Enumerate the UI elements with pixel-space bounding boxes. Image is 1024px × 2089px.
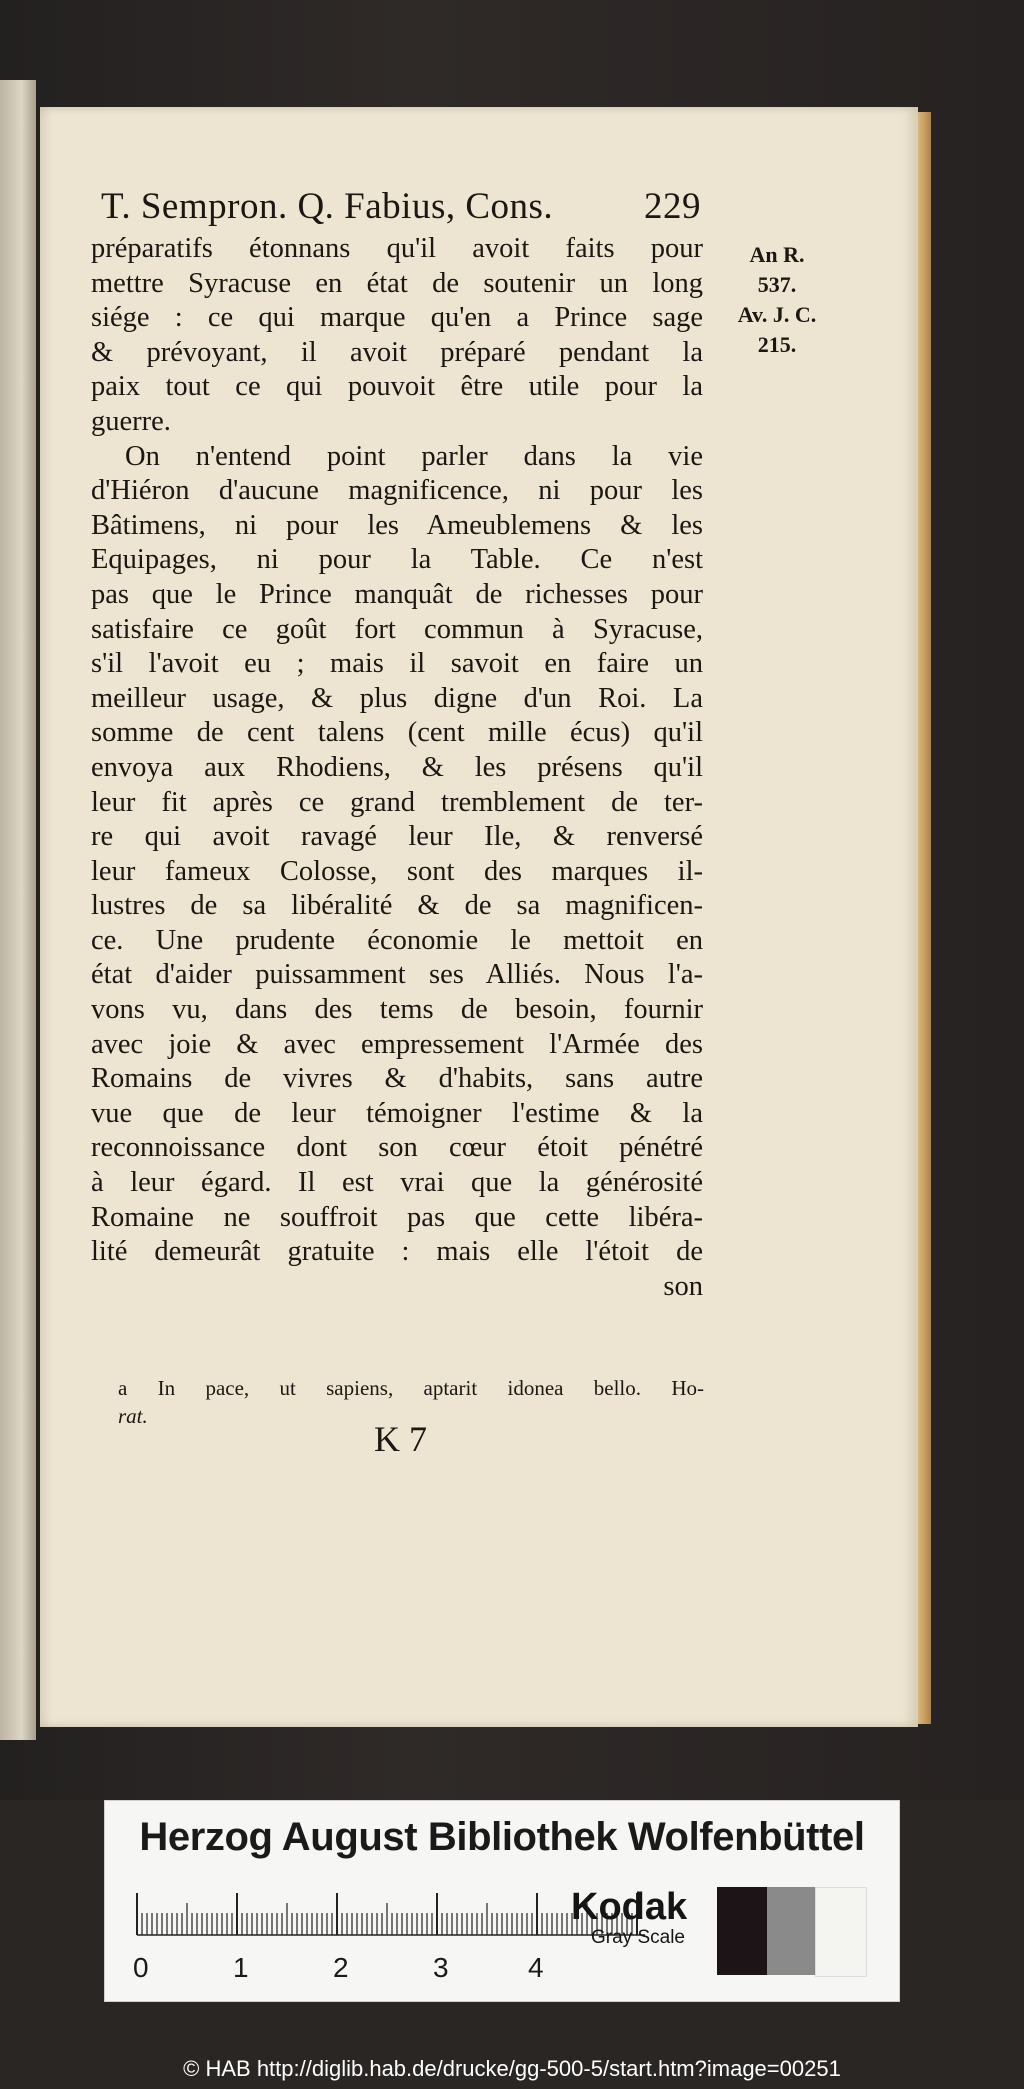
catchword: son xyxy=(663,1270,703,1302)
text-line: envoya aux Rhodiens, & les présens qu'il xyxy=(91,751,703,783)
ruler-number: 0 xyxy=(133,1952,149,1983)
text-line: re qui avoit ravagé leur Ile, & renversé xyxy=(91,821,703,853)
text-line: reconnoissance dont son cœur étoit pénétré xyxy=(91,1132,703,1164)
color-calibration-card xyxy=(104,1800,900,2002)
text-line: ce. Une prudente économie le mettoit en xyxy=(91,924,703,956)
gray-swatch-light xyxy=(815,1887,867,1977)
gray-swatch-dark xyxy=(717,1887,767,1975)
text-line: d'Hiéron d'aucune magnificence, ni pour les xyxy=(91,475,703,507)
text-line: à leur égard. Il est vrai que la générosité xyxy=(91,1167,703,1199)
kodak-label xyxy=(571,1887,721,1949)
text-line: s'il l'avoit eu ; mais il savoit en faire un xyxy=(91,648,703,680)
page-number: 229 xyxy=(644,186,701,227)
library-name: Herzog August Bibliothek Wolfenbüttel xyxy=(139,1815,865,1859)
text-line: préparatifs étonnans qu'il avoit faits pour xyxy=(91,233,703,264)
footnote-line: rat. xyxy=(118,1404,148,1428)
ruler-number: 4 xyxy=(528,1952,544,1983)
text-line: Equipages, ni pour la Table. Ce n'est xyxy=(91,544,703,576)
text-line: guerre. xyxy=(91,405,171,437)
running-header xyxy=(101,185,701,235)
footnote-line: a In pace, ut sapiens, aptarit idonea bello. Ho- xyxy=(118,1376,704,1400)
text-line: & prévoyant, il avoit préparé pendant la xyxy=(91,336,703,368)
text-line: lité demeurât gratuite : mais elle l'étoit de xyxy=(91,1236,703,1268)
text-line: satisfaire ce goût fort commun à Syracuse, xyxy=(91,613,703,645)
text-line: pas que le Prince manquât de richesses pour xyxy=(91,578,703,610)
kodak-subtitle: Gray Scale xyxy=(591,1927,685,1948)
margin-note-line: 537. xyxy=(757,272,797,297)
running-title: T. Sempron. Q. Fabius, Cons. xyxy=(101,186,554,227)
margin-note-line: Av. J. C. xyxy=(737,302,817,327)
margin-note xyxy=(722,240,832,360)
text-line: siége : ce qui marque qu'en a Prince sage xyxy=(91,302,703,334)
text-line: somme de cent talens (cent mille écus) qu'il xyxy=(91,717,703,749)
ruler-number: 2 xyxy=(333,1952,349,1983)
text-line: lustres de sa libéralité & de sa magnificen- xyxy=(91,890,703,922)
text-line: On n'entend point parler dans la vie xyxy=(125,440,703,472)
ruler-number: 1 xyxy=(233,1952,249,1983)
facing-page-edge xyxy=(0,80,36,1740)
ruler-number: 3 xyxy=(433,1952,449,1983)
text-line: avec joie & avec empressement l'Armée des xyxy=(91,1028,703,1060)
text-line: mettre Syracuse en état de soutenir un long xyxy=(91,267,703,299)
signature-mark: K 7 xyxy=(374,1419,427,1459)
text-line: paix tout ce qui pouvoit être utile pour la xyxy=(91,371,703,403)
text-line: leur fameux Colosse, sont des marques il- xyxy=(91,855,703,887)
text-line: vons vu, dans des tems de besoin, fournir xyxy=(91,994,703,1026)
text-line: vue que de leur témoigner l'estime & la xyxy=(91,1097,703,1129)
text-line: Romaine ne souffroit pas que cette libéra- xyxy=(91,1201,703,1233)
margin-note-line: 215. xyxy=(757,332,797,357)
body-text xyxy=(91,232,703,1304)
kodak-brand: Kodak xyxy=(571,1886,688,1928)
margin-note-line: An R. xyxy=(749,242,805,267)
ruler-ticks xyxy=(137,1893,637,1935)
gray-swatch-mid xyxy=(767,1887,815,1975)
text-line: leur fit après ce grand tremblement de ter- xyxy=(91,786,703,818)
text-line: Bâtimens, ni pour les Ameublemens & les xyxy=(91,509,703,541)
image-credit: © HAB http://diglib.hab.de/drucke/gg-500-5/start.htm?image=00251 xyxy=(183,2056,841,2081)
text-line: Romains de vivres & d'habits, sans autre xyxy=(91,1063,703,1095)
text-line: état d'aider puissamment ses Alliés. Nous l'a- xyxy=(91,959,703,991)
text-line: meilleur usage, & plus digne d'un Roi. La xyxy=(91,682,703,714)
page-gilt-edge xyxy=(918,112,931,1724)
